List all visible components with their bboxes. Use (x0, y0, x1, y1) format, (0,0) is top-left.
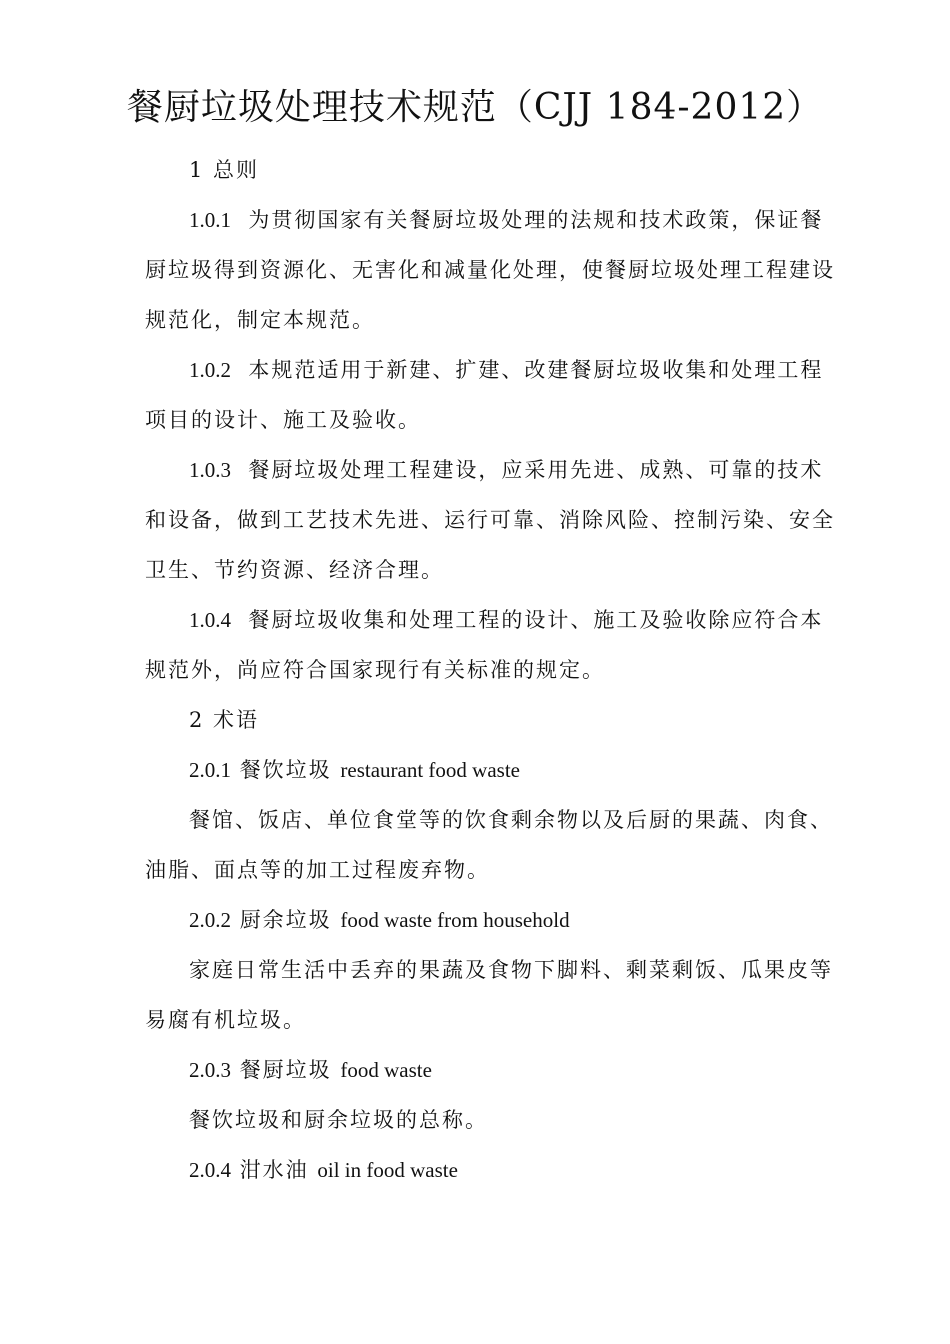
term-name: 餐饮垃圾 (239, 758, 332, 782)
term-english: food waste (340, 1058, 432, 1082)
clause-1-0-3-line-3: 卫生、节约资源、经济合理。 (145, 558, 444, 582)
clause-1-0-3-line-2: 和设备，做到工艺技术先进、运行可靠、消除风险、控制污染、安全 (145, 508, 835, 532)
clause-1-0-1-line-3: 规范化，制定本规范。 (145, 308, 375, 332)
clause-text: 餐厨垃圾处理工程建设，应采用先进、成熟、可靠的技术 (248, 458, 824, 482)
clause-number: 1.0.3 (189, 458, 231, 482)
section-heading: 2 术语 (189, 708, 260, 732)
term-2-0-2-definition-line-1: 家庭日常生活中丢弃的果蔬及食物下脚料、剩菜剩饭、瓜果皮等 (189, 958, 833, 982)
term-number: 2.0.4 (189, 1158, 231, 1182)
term-english: restaurant food waste (340, 758, 520, 782)
clause-number: 1.0.4 (189, 608, 231, 632)
document-body (145, 145, 835, 1195)
clause-text: 餐厨垃圾收集和处理工程的设计、施工及验收除应符合本 (248, 608, 824, 632)
term-name: 厨余垃圾 (239, 908, 332, 932)
clause-1-0-2-line-2: 项目的设计、施工及验收。 (145, 408, 421, 432)
section-heading: 1 总则 (189, 158, 260, 182)
term-2-0-2-definition-line-2: 易腐有机垃圾。 (145, 1008, 306, 1032)
clause-1-0-1-line-1 (145, 195, 824, 245)
term-name: 餐厨垃圾 (239, 1058, 332, 1082)
term-name: 泔水油 (239, 1158, 309, 1182)
clause-1-0-4-line-1 (145, 595, 824, 645)
term-number: 2.0.3 (189, 1058, 231, 1082)
document-title: 餐厨垃圾处理技术规范（CJJ 184-2012） (126, 87, 824, 128)
clause-text: 为贯彻国家有关餐厨垃圾处理的法规和技术政策，保证餐 (248, 208, 824, 232)
term-number: 2.0.1 (189, 758, 231, 782)
term-2-0-3 (145, 1045, 817, 1095)
clause-1-0-3-line-1 (145, 445, 824, 495)
term-english: food waste from household (340, 908, 570, 932)
term-2-0-1-definition-line-1: 餐馆、饭店、单位食堂等的饮食剩余物以及后厨的果蔬、肉食、 (189, 808, 833, 832)
clause-1-0-1-line-2: 厨垃圾得到资源化、无害化和减量化处理，使餐厨垃圾处理工程建设 (145, 258, 835, 282)
clause-number: 1.0.2 (189, 358, 231, 382)
term-number: 2.0.2 (189, 908, 231, 932)
clause-number: 1.0.1 (189, 208, 231, 232)
term-english: oil in food waste (317, 1158, 458, 1182)
clause-1-0-2-line-1 (145, 345, 824, 395)
term-2-0-4 (145, 1145, 817, 1195)
term-2-0-3-definition-line-1: 餐饮垃圾和厨余垃圾的总称。 (189, 1108, 488, 1132)
clause-text: 本规范适用于新建、扩建、改建餐厨垃圾收集和处理工程 (248, 358, 824, 382)
clause-1-0-4-line-2: 规范外，尚应符合国家现行有关标准的规定。 (145, 658, 605, 682)
term-2-0-1 (145, 745, 817, 795)
term-2-0-1-definition-line-2: 油脂、面点等的加工过程废弃物。 (145, 858, 490, 882)
term-2-0-2 (145, 895, 817, 945)
